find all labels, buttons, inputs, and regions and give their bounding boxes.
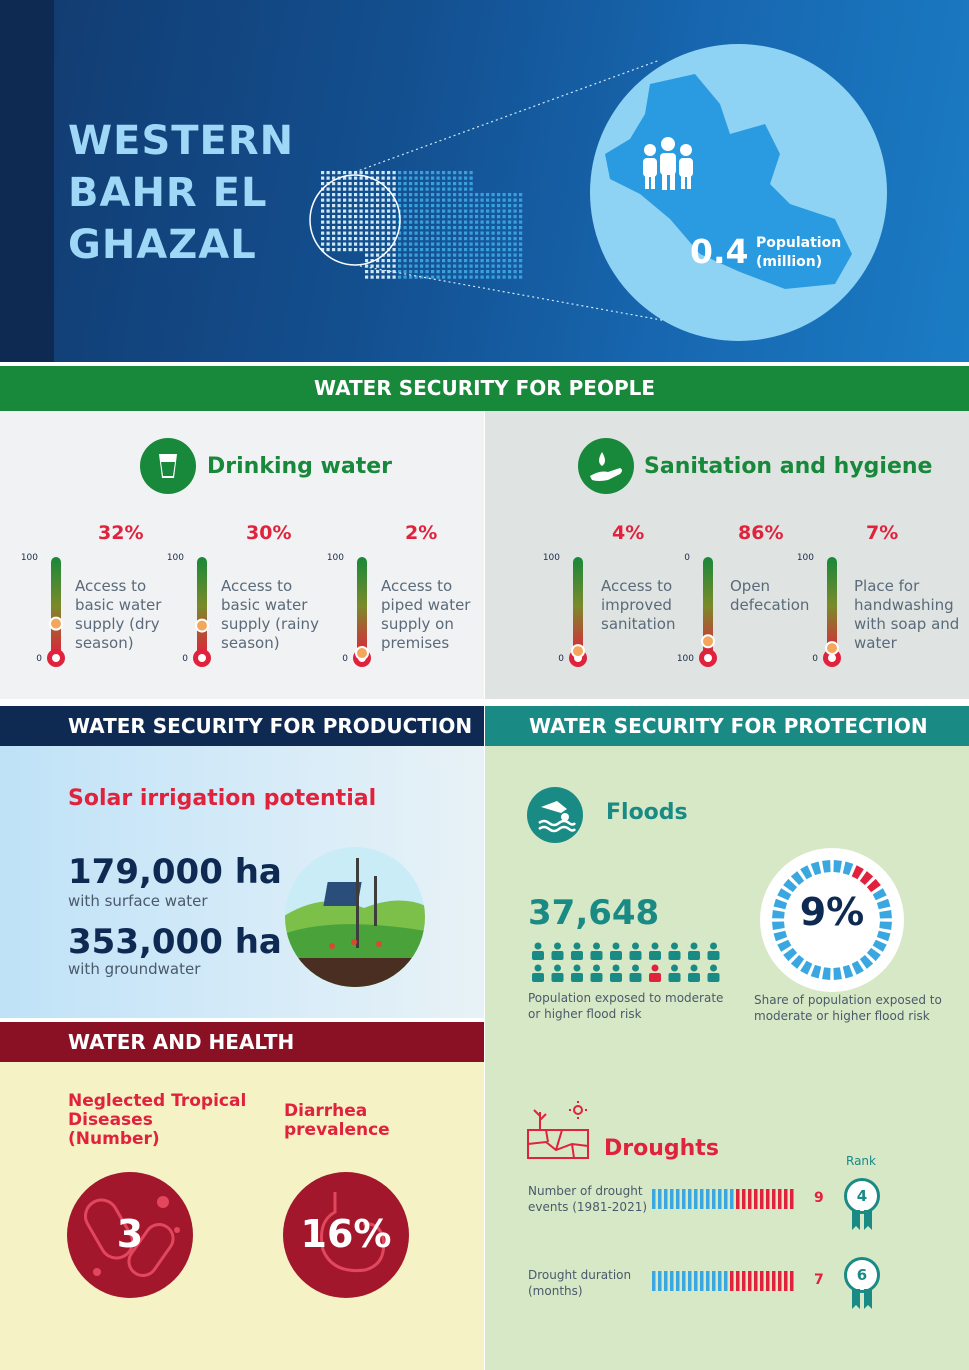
drought-bar-tick [724,1189,728,1209]
drought-bar-tick [736,1189,740,1209]
thermometer-top-label: 100 [20,553,38,563]
person-icon [630,965,642,983]
ntd-value: 3 [116,1212,144,1256]
drought-bar-tick [778,1271,782,1291]
drought-bar-tick [688,1271,692,1291]
drought-bar-tick [784,1271,788,1291]
drought-duration-bar [652,1270,796,1292]
person-icon [649,965,661,983]
drought-bar-tick [724,1271,728,1291]
drought-bar-tick [718,1189,722,1209]
region-title-line-1: WESTERN [68,118,295,164]
band-people-title: WATER SECURITY FOR PEOPLE [0,366,969,411]
person-icon [610,943,622,961]
drought-bar-tick [742,1271,746,1291]
drought-bar-tick [748,1189,752,1209]
drought-bar-tick [652,1271,656,1291]
thermometer-bottom-label: 0 [36,654,42,664]
groundwater-value: 353,000 ha [68,922,282,962]
drought-bar-tick [766,1271,770,1291]
drought-duration-rank-badge: 6 [844,1257,880,1293]
floods-title: Floods [606,800,688,825]
rank-label: Rank [846,1154,876,1168]
band-production-title: WATER SECURITY FOR PRODUCTION [0,706,484,746]
person-icon [552,943,564,961]
flood-exposed-count: 37,648 [528,893,660,933]
person-icon [552,965,564,983]
drought-bar-tick [688,1189,692,1209]
person-icon [688,965,700,983]
drought-bar-tick [754,1271,758,1291]
person-icon [610,965,622,983]
drought-bar-tick [778,1189,782,1209]
thermometer-bottom-label: 0 [342,654,348,664]
drought-bar-tick [772,1271,776,1291]
thermometer-description: Access to basic water supply (rainy season) [221,577,319,652]
diarrhea-title: Diarrhea prevalence [284,1101,390,1140]
drought-cracked-ground-icon [526,1100,592,1162]
person-icon [591,965,603,983]
drought-bar-tick [682,1271,686,1291]
drought-bar-tick [694,1271,698,1291]
thermometer-bottom-label: 0 [812,654,818,664]
drought-bar-tick [670,1189,674,1209]
thermometer-description: Access to improved sanitation [601,577,676,633]
drinking-water-title: Drinking water [207,454,393,479]
drought-bar-tick [652,1189,656,1209]
surface-water-label: with surface water [68,892,208,910]
droughts-title: Droughts [604,1136,719,1161]
person-icon [649,943,661,961]
flood-exposed-label: Population exposed to moderate or higher flood risk [528,991,724,1021]
diarrhea-value: 16% [300,1212,392,1256]
ribbon-icon [850,1289,874,1313]
drought-bar-tick [718,1271,722,1291]
population-label: Population (million) [756,235,842,270]
flood-share-label: Share of population exposed to moderate or higher flood risk [754,993,942,1023]
band-protection-title: WATER SECURITY FOR PROTECTION [485,706,969,746]
drought-events-bar [652,1188,796,1210]
drought-bar-tick [742,1189,746,1209]
person-icon [571,943,583,961]
drought-bar-tick [664,1189,668,1209]
drought-events-value: 9 [814,1190,824,1206]
drought-bar-tick [760,1271,764,1291]
thermometer-top-label: 100 [796,553,814,563]
drought-bar-tick [772,1189,776,1209]
band-health-title: WATER AND HEALTH [0,1022,484,1062]
person-icon [669,943,681,961]
drought-bar-tick [730,1189,734,1209]
solar-irrigation-illustration [284,846,426,988]
thermometer-bottom-label: 100 [676,654,694,664]
thermometer-percent: 4% [612,522,645,544]
people-pictogram-grid [527,940,727,984]
drought-events-label: Number of drought events (1981-2021) [528,1184,648,1214]
person-icon [708,965,720,983]
drought-bar-tick [736,1271,740,1291]
thermometer-percent: 2% [405,522,438,544]
drought-bar-tick [790,1271,794,1291]
drought-bar-tick [700,1189,704,1209]
person-icon [669,965,681,983]
flood-swimmer-icon [527,787,583,843]
drought-bar-tick [754,1189,758,1209]
header-banner [0,0,969,362]
thermometer-percent: 7% [866,522,899,544]
thermometer-percent: 32% [98,522,144,544]
groundwater-label: with groundwater [68,960,201,978]
drought-bar-tick [676,1189,680,1209]
person-icon [532,965,544,983]
thermometer-bottom-label: 0 [558,654,564,664]
drought-bar-tick [712,1271,716,1291]
thermometer-percent: 86% [738,522,784,544]
thermometer-top-label: 100 [166,553,184,563]
ribbon-icon [850,1210,874,1234]
population-value: 0.4 [690,232,749,271]
hand-water-drop-icon [578,438,634,494]
region-title-line-3: GHAZAL [68,222,257,268]
drought-bar-tick [766,1189,770,1209]
drought-bar-tick [700,1271,704,1291]
drought-bar-tick [706,1271,710,1291]
drought-bar-tick [670,1271,674,1291]
thermometer-description: Access to basic water supply (dry season) [75,577,162,652]
person-icon [532,943,544,961]
drought-bar-tick [730,1271,734,1291]
sanitation-title: Sanitation and hygiene [644,454,933,479]
thermometer-top-label: 100 [326,553,344,563]
thermometer-top-label: 0 [684,553,690,563]
glass-icon [140,438,196,494]
drought-duration-value: 7 [814,1272,824,1288]
surface-water-value: 179,000 ha [68,852,282,892]
person-icon [571,965,583,983]
ntd-title: Neglected Tropical Diseases (Number) [68,1091,247,1149]
thermometer-description: Place for handwashing with soap and water [854,577,960,652]
drought-bar-tick [760,1189,764,1209]
person-icon [591,943,603,961]
drought-bar-tick [682,1189,686,1209]
drought-bar-tick [784,1189,788,1209]
flood-share-value: 9% [799,890,865,934]
drought-bar-tick [676,1271,680,1291]
drought-events-rank-badge: 4 [844,1178,880,1214]
drought-bar-tick [790,1189,794,1209]
thermometer-description: Access to piped water supply on premises [381,577,471,652]
solar-irrigation-title: Solar irrigation potential [68,786,377,811]
drought-bar-tick [658,1271,662,1291]
drought-bar-tick [658,1189,662,1209]
thermometer-description: Open defecation [730,577,810,614]
thermometer-percent: 30% [246,522,292,544]
drought-bar-tick [706,1189,710,1209]
drought-bar-tick [664,1271,668,1291]
thermometer-top-label: 100 [542,553,560,563]
thermometer-bottom-label: 0 [182,654,188,664]
region-title-line-2: BAHR EL [68,170,268,216]
person-icon [630,943,642,961]
region-map-shape [590,44,887,341]
person-icon [708,943,720,961]
drought-bar-tick [712,1189,716,1209]
drought-bar-tick [694,1189,698,1209]
person-icon [688,943,700,961]
drought-duration-label: Drought duration (months) [528,1268,632,1298]
drought-bar-tick [748,1271,752,1291]
